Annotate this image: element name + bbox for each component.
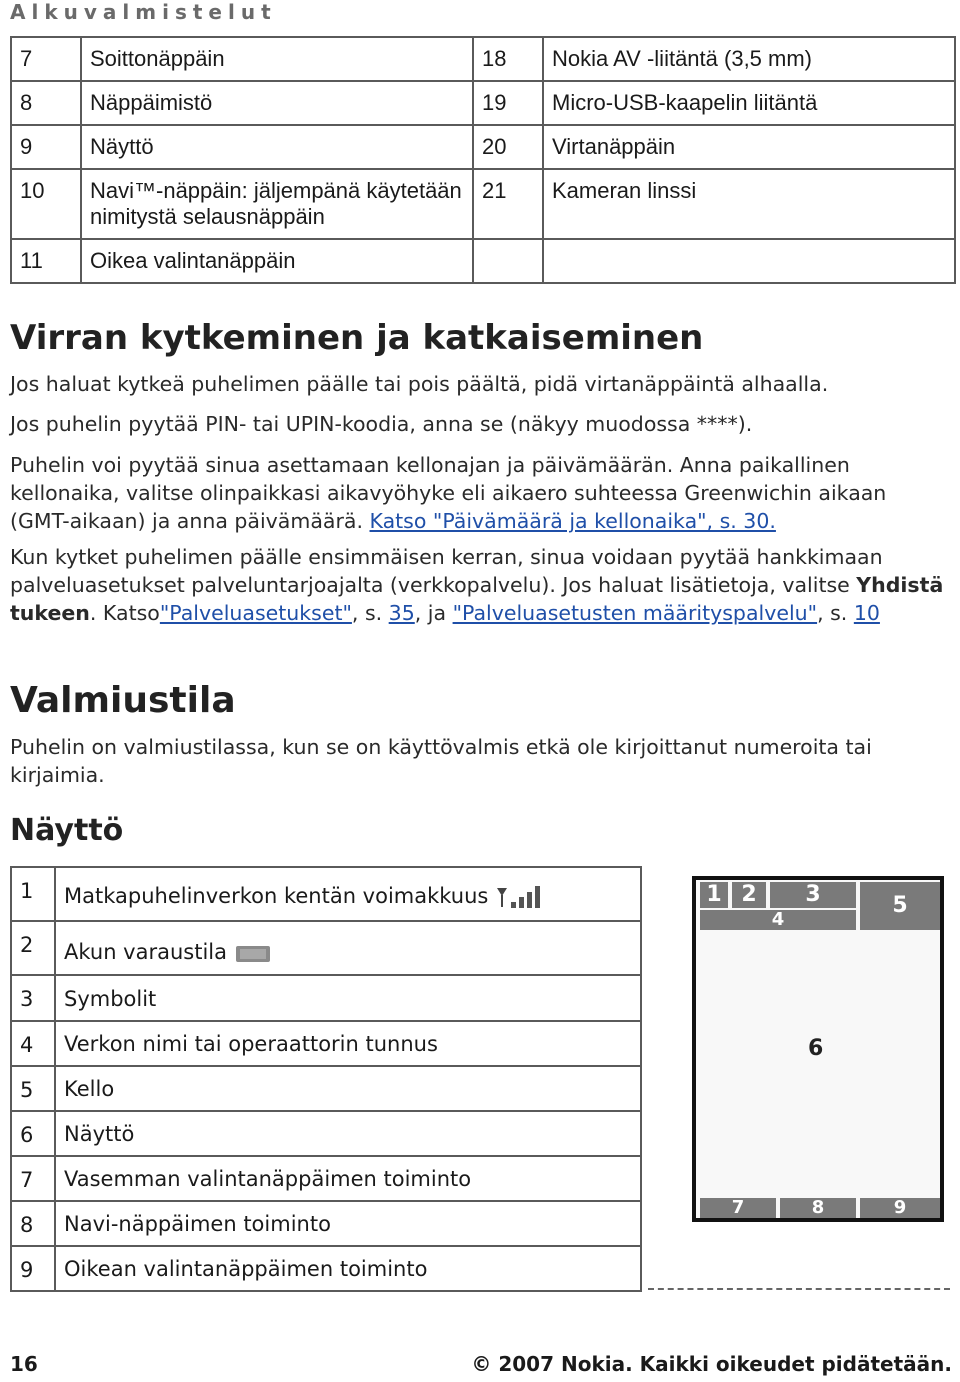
table-row	[11, 975, 641, 1021]
screen-area-6: 6	[808, 1036, 824, 1061]
table-row	[11, 125, 955, 169]
table-row	[11, 1111, 641, 1156]
key-number: 19	[473, 81, 543, 125]
key-number: 9	[11, 125, 81, 169]
item-label: Kello	[55, 1066, 641, 1111]
screen-area-4: 4	[700, 910, 856, 930]
table-row	[11, 169, 955, 239]
date-time-link[interactable]: Katso "Päivämäärä ja kellonaika", s. 30.	[369, 509, 776, 533]
table-row	[11, 37, 955, 81]
table-row	[11, 1066, 641, 1111]
item-label: Näyttö	[55, 1111, 641, 1156]
screen-area-7: 7	[700, 1198, 776, 1218]
key-label: Näppäimistö	[81, 81, 473, 125]
table-row	[11, 1246, 641, 1291]
key-label: Näyttö	[81, 125, 473, 169]
signal-strength-icon	[495, 882, 545, 912]
item-label-cell	[55, 921, 641, 975]
page-number: 16	[10, 1352, 38, 1376]
screen-area-3: 3	[770, 882, 856, 908]
key-label: Kameran linssi	[543, 169, 955, 239]
keys-table	[10, 36, 956, 284]
key-number: 10	[11, 169, 81, 239]
item-number: 8	[11, 1201, 55, 1246]
table-row	[11, 239, 955, 283]
item-number: 5	[11, 1066, 55, 1111]
paragraph-text: . Katso	[89, 601, 160, 625]
item-label: Akun varaustila	[64, 940, 227, 964]
screen-area-5: 5	[860, 882, 940, 930]
section-heading-display: Näyttö	[10, 813, 124, 848]
key-label: Soittonäppäin	[81, 37, 473, 81]
table-row	[11, 867, 641, 921]
table-row	[11, 921, 641, 975]
item-label: Vasemman valintanäppäimen toiminto	[55, 1156, 641, 1201]
section-heading-power: Virran kytkeminen ja katkaiseminen	[10, 318, 704, 358]
item-label: Oikean valintanäppäimen toiminto	[55, 1246, 641, 1291]
key-number: 8	[11, 81, 81, 125]
table-row	[11, 1021, 641, 1066]
key-number: 11	[11, 239, 81, 283]
copyright: © 2007 Nokia. Kaikki oikeudet pidätetään.	[471, 1352, 952, 1376]
item-number: 2	[11, 921, 55, 975]
paragraph-text: Kun kytket puhelimen päälle ensimmäisen kerran, sinua voidaan pyytää hankkimaan palveluasetukset palveluntarjoajalta (verkkopalvelu). Jos haluat lisätietoja, valitse	[10, 545, 883, 597]
item-label: Symbolit	[55, 975, 641, 1021]
page-35-link[interactable]: 35	[388, 601, 415, 625]
menu-option: Yhdistä tukeen	[10, 573, 944, 625]
paragraph: Jos puhelin pyytää PIN- tai UPIN-koodia, anna se (näkyy muodossa ****).	[10, 412, 753, 436]
key-label: Virtanäppäin	[543, 125, 955, 169]
service-settings-link[interactable]: "Palveluasetukset"	[159, 601, 352, 625]
item-number: 6	[11, 1111, 55, 1156]
item-label: Navi-näppäimen toiminto	[55, 1201, 641, 1246]
screen-area-2: 2	[732, 882, 766, 908]
paragraph-text: , ja	[414, 601, 453, 625]
phone-screen-diagram	[692, 876, 944, 1222]
screen-area-1: 1	[700, 882, 728, 908]
item-number: 7	[11, 1156, 55, 1201]
key-number	[473, 239, 543, 283]
item-label-cell	[55, 867, 641, 921]
running-head: Alkuvalmistelut	[10, 0, 277, 24]
key-number: 18	[473, 37, 543, 81]
key-number: 20	[473, 125, 543, 169]
key-label: Navi™-näppäin: jäljempänä käytetään nimitystä selausnäppäin	[81, 169, 473, 239]
key-label: Nokia AV -liitäntä (3,5 mm)	[543, 37, 955, 81]
paragraph-text: , s.	[817, 601, 854, 625]
key-number: 7	[11, 37, 81, 81]
paragraph	[10, 543, 950, 627]
item-label: Matkapuhelinverkon kentän voimakkuus	[64, 884, 489, 908]
table-row	[11, 1156, 641, 1201]
key-label: Micro-USB-kaapelin liitäntä	[543, 81, 955, 125]
item-number: 4	[11, 1021, 55, 1066]
key-label: Oikea valintanäppäin	[81, 239, 473, 283]
item-number: 3	[11, 975, 55, 1021]
paragraph: Jos haluat kytkeä puhelimen päälle tai pois päältä, pidä virtanäppäintä alhaalla.	[10, 372, 829, 396]
key-number: 21	[473, 169, 543, 239]
paragraph: Puhelin on valmiustilassa, kun se on käyttövalmis etkä ole kirjoittanut numeroita tai kirjaimia.	[10, 735, 872, 787]
dashed-divider	[648, 1288, 950, 1290]
screen-area-9: 9	[860, 1198, 940, 1218]
paragraph-text: , s.	[351, 601, 389, 625]
paragraph	[10, 451, 950, 535]
item-label: Verkon nimi tai operaattorin tunnus	[55, 1021, 641, 1066]
page-10-link[interactable]: 10	[853, 601, 880, 625]
item-number: 1	[11, 867, 55, 921]
paragraph-text: Puhelin voi pyytää sinua asettamaan kellonajan ja päivämäärän. Anna paikallinen kellonaika, valitse olinpaikkasi aikavyöhyke eli aikaero suhteessa Greenwichin aikaan (GMT-aikaan) ja anna päivämäärä.	[10, 453, 887, 533]
section-heading-standby: Valmiustila	[10, 680, 236, 721]
display-table	[10, 866, 642, 1292]
key-label	[543, 239, 955, 283]
screen-area-8: 8	[780, 1198, 856, 1218]
item-number: 9	[11, 1246, 55, 1291]
battery-icon	[234, 940, 274, 966]
table-row	[11, 1201, 641, 1246]
table-row	[11, 81, 955, 125]
settings-service-link[interactable]: "Palveluasetusten määrityspalvelu"	[452, 601, 818, 625]
